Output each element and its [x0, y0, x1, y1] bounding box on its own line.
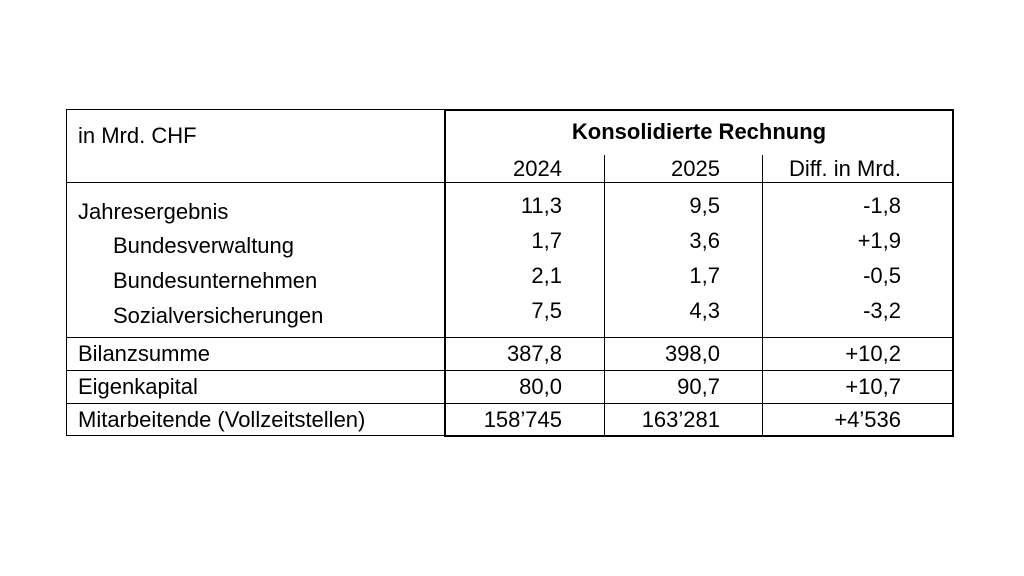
cell-diff: +10,7: [845, 374, 901, 399]
group-header: Konsolidierte Rechnung: [571, 119, 827, 144]
cell-2024: 158’745: [483, 407, 562, 432]
cell-2024: 387,8: [506, 341, 562, 366]
unit-label: in Mrd. CHF: [78, 123, 197, 148]
row-label-eigenkapital: Eigenkapital: [78, 374, 198, 399]
row-label-sozialversicherungen: Sozialversicherungen: [113, 303, 324, 328]
cell-2024: 11,3: [520, 193, 562, 218]
cell-diff: +10,2: [845, 341, 901, 366]
column-header-diff: Diff. in Mrd.: [788, 156, 901, 181]
row-separator-1: [66, 370, 954, 371]
cell-2024: 80,0: [519, 374, 562, 399]
cell-2025: 90,7: [677, 374, 720, 399]
cell-2025: 4,3: [689, 298, 720, 323]
cell-2024: 2,1: [531, 263, 562, 288]
cell-2025: 163’281: [641, 407, 720, 432]
table-top-border: [66, 109, 446, 110]
cell-2024: 7,5: [531, 298, 562, 323]
data-frame-bottom: [444, 435, 954, 437]
section-separator: [66, 337, 954, 338]
cell-diff: -3,2: [863, 298, 901, 323]
cell-diff: -1,8: [863, 193, 901, 218]
row-label-bundesunternehmen: Bundesunternehmen: [113, 268, 318, 293]
column-header-2024: 2024: [513, 156, 562, 181]
data-frame-right: [952, 109, 954, 437]
row-label-bundesverwaltung: Bundesverwaltung: [113, 233, 295, 258]
cell-diff: +1,9: [857, 228, 901, 253]
row-separator-2: [66, 403, 954, 404]
cell-2025: 9,5: [689, 193, 720, 218]
cell-2025: 3,6: [689, 228, 720, 253]
row-label-jahresergebnis: Jahresergebnis: [78, 199, 229, 224]
data-frame-top: [444, 109, 954, 111]
cell-diff: +4’536: [834, 407, 901, 432]
cell-2024: 1,7: [531, 228, 562, 253]
column-header-2025: 2025: [671, 156, 720, 181]
cell-2025: 398,0: [664, 341, 720, 366]
row-label-bilanzsumme: Bilanzsumme: [78, 341, 211, 366]
table-bottom-border-left: [66, 435, 446, 436]
cell-diff: -0,5: [863, 263, 901, 288]
header-separator: [66, 182, 954, 183]
row-label-mitarbeitende: Mitarbeitende (Vollzeitstellen): [78, 407, 366, 432]
table-left-border: [66, 109, 67, 436]
cell-2025: 1,7: [689, 263, 720, 288]
